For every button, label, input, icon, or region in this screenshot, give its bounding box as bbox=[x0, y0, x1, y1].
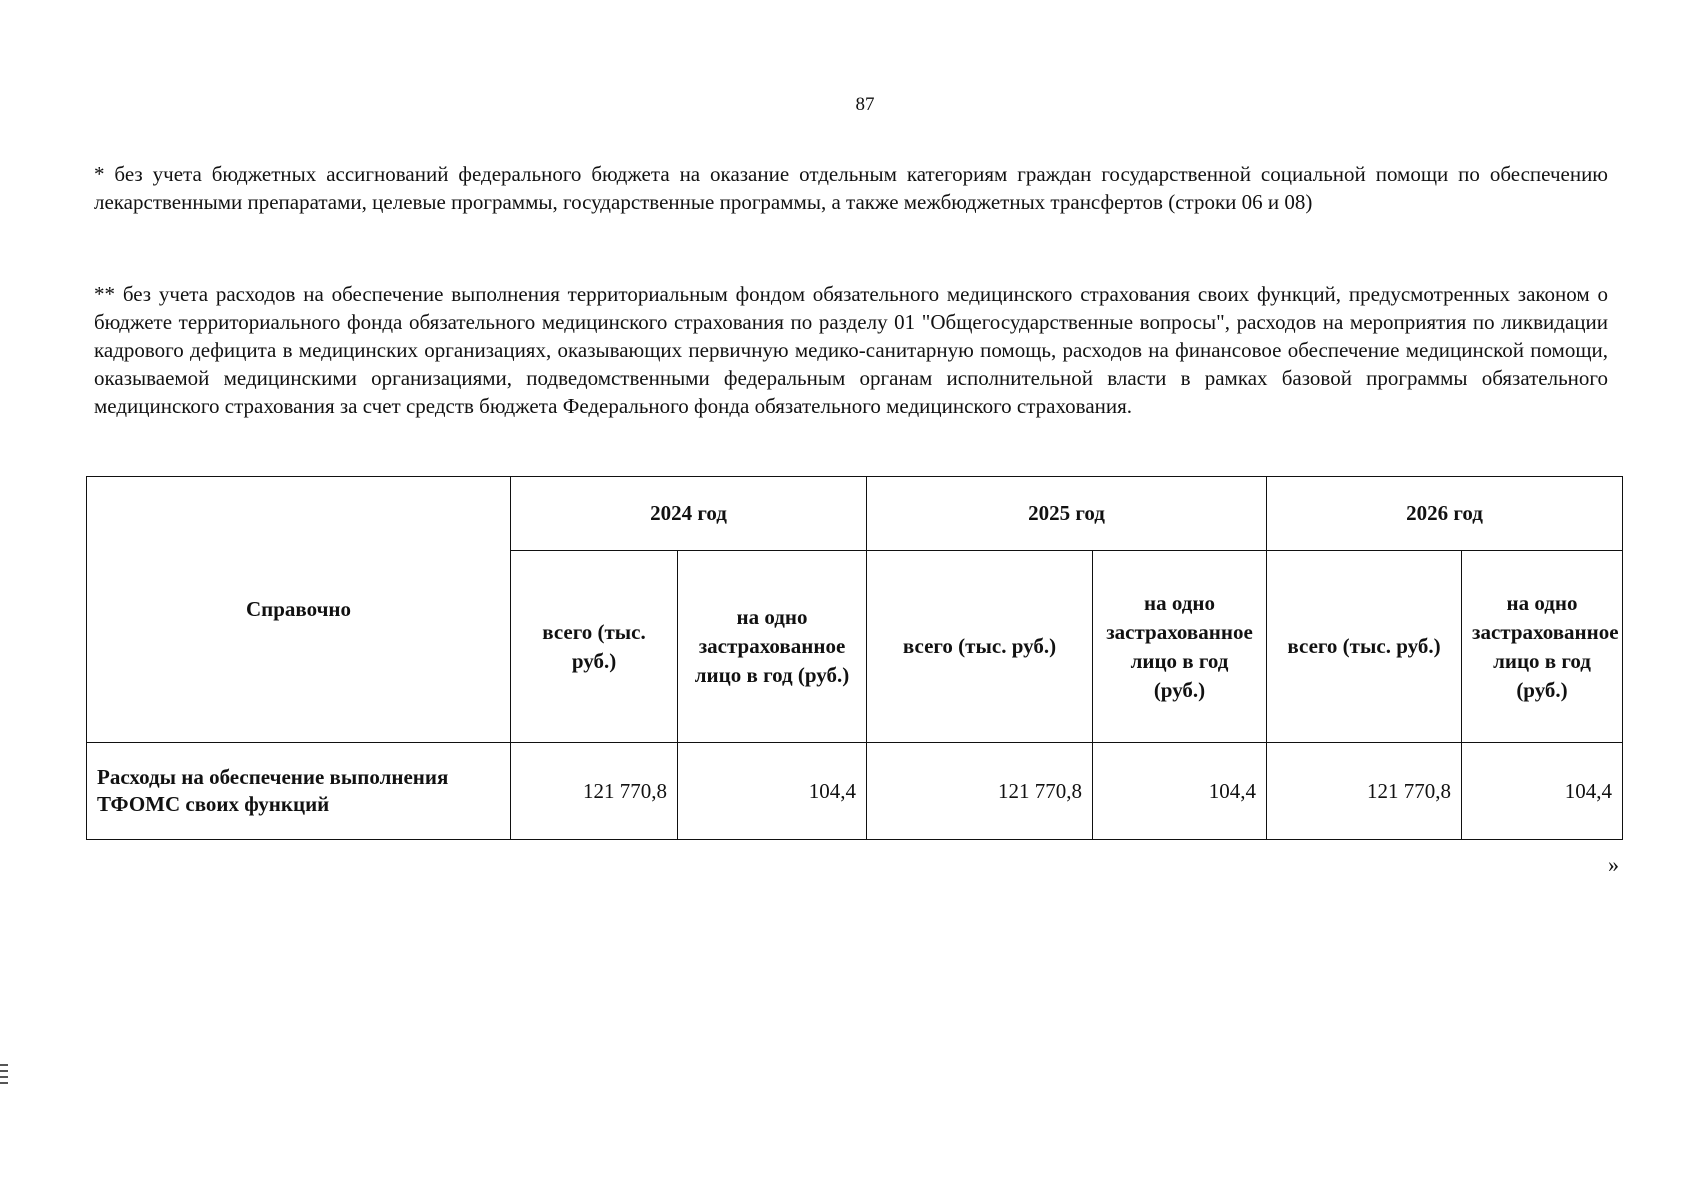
scan-margin-marks bbox=[0, 1064, 8, 1088]
subheader-per-person: на одно застрахованное лицо в год (руб.) bbox=[1462, 551, 1623, 743]
cell-2026-total: 121 770,8 bbox=[1267, 743, 1462, 840]
footnote-double-asterisk: ** без учета расходов на обеспечение выполнения территориальным фондом обязательного медицинского страхования своих функций, предусмотренных законом о бюджете территориального фонда обязательного медицинского страхования по разделу 01 "Общегосударственные вопросы", расходов на мероприятия по ликвидации кадрового дефицита в медицинских организациях, оказывающих первичную медико-санитарную помощь, расходов на финансовое обеспечение медицинской помощи, оказываемой медицинскими организациями, подведомственными федеральным органам исполнительной власти в рамках базовой программы обязательного медицинского страхования за счет средств бюджета Федерального фонда обязательного медицинского страхования. bbox=[94, 282, 1608, 418]
year-header-2026: 2026 год bbox=[1267, 477, 1623, 551]
cell-2024-total: 121 770,8 bbox=[511, 743, 678, 840]
reference-table bbox=[86, 476, 1623, 840]
year-header-2025: 2025 год bbox=[867, 477, 1267, 551]
page-number: 87 bbox=[855, 94, 875, 115]
subheader-total: всего (тыс. руб.) bbox=[867, 551, 1093, 743]
cell-2026-per-person: 104,4 bbox=[1462, 743, 1623, 840]
year-header-2024: 2024 год bbox=[511, 477, 867, 551]
subheader-per-person: на одно застрахованное лицо в год (руб.) bbox=[678, 551, 867, 743]
row-label: Расходы на обеспечение выполнения ТФОМС своих функций bbox=[87, 743, 511, 840]
cell-2024-per-person: 104,4 bbox=[678, 743, 867, 840]
closing-quote-mark: » bbox=[1608, 852, 1619, 877]
subheader-per-person: на одно застрахованное лицо в год (руб.) bbox=[1093, 551, 1267, 743]
cell-2025-per-person: 104,4 bbox=[1093, 743, 1267, 840]
table-row bbox=[87, 743, 1623, 840]
footnote-single-asterisk: * без учета бюджетных ассигнований федерального бюджета на оказание отдельным категориям граждан государственной социальной помощи по обеспечению лекарственными препаратами, целевые программы, государственные программы, а также межбюджетных трансфертов (строки 06 и 08) bbox=[94, 162, 1608, 214]
subheader-total: всего (тыс. руб.) bbox=[1267, 551, 1462, 743]
cell-2025-total: 121 770,8 bbox=[867, 743, 1093, 840]
corner-header: Справочно bbox=[87, 477, 511, 743]
table-header-years bbox=[87, 477, 1623, 551]
subheader-total: всего (тыс. руб.) bbox=[511, 551, 678, 743]
